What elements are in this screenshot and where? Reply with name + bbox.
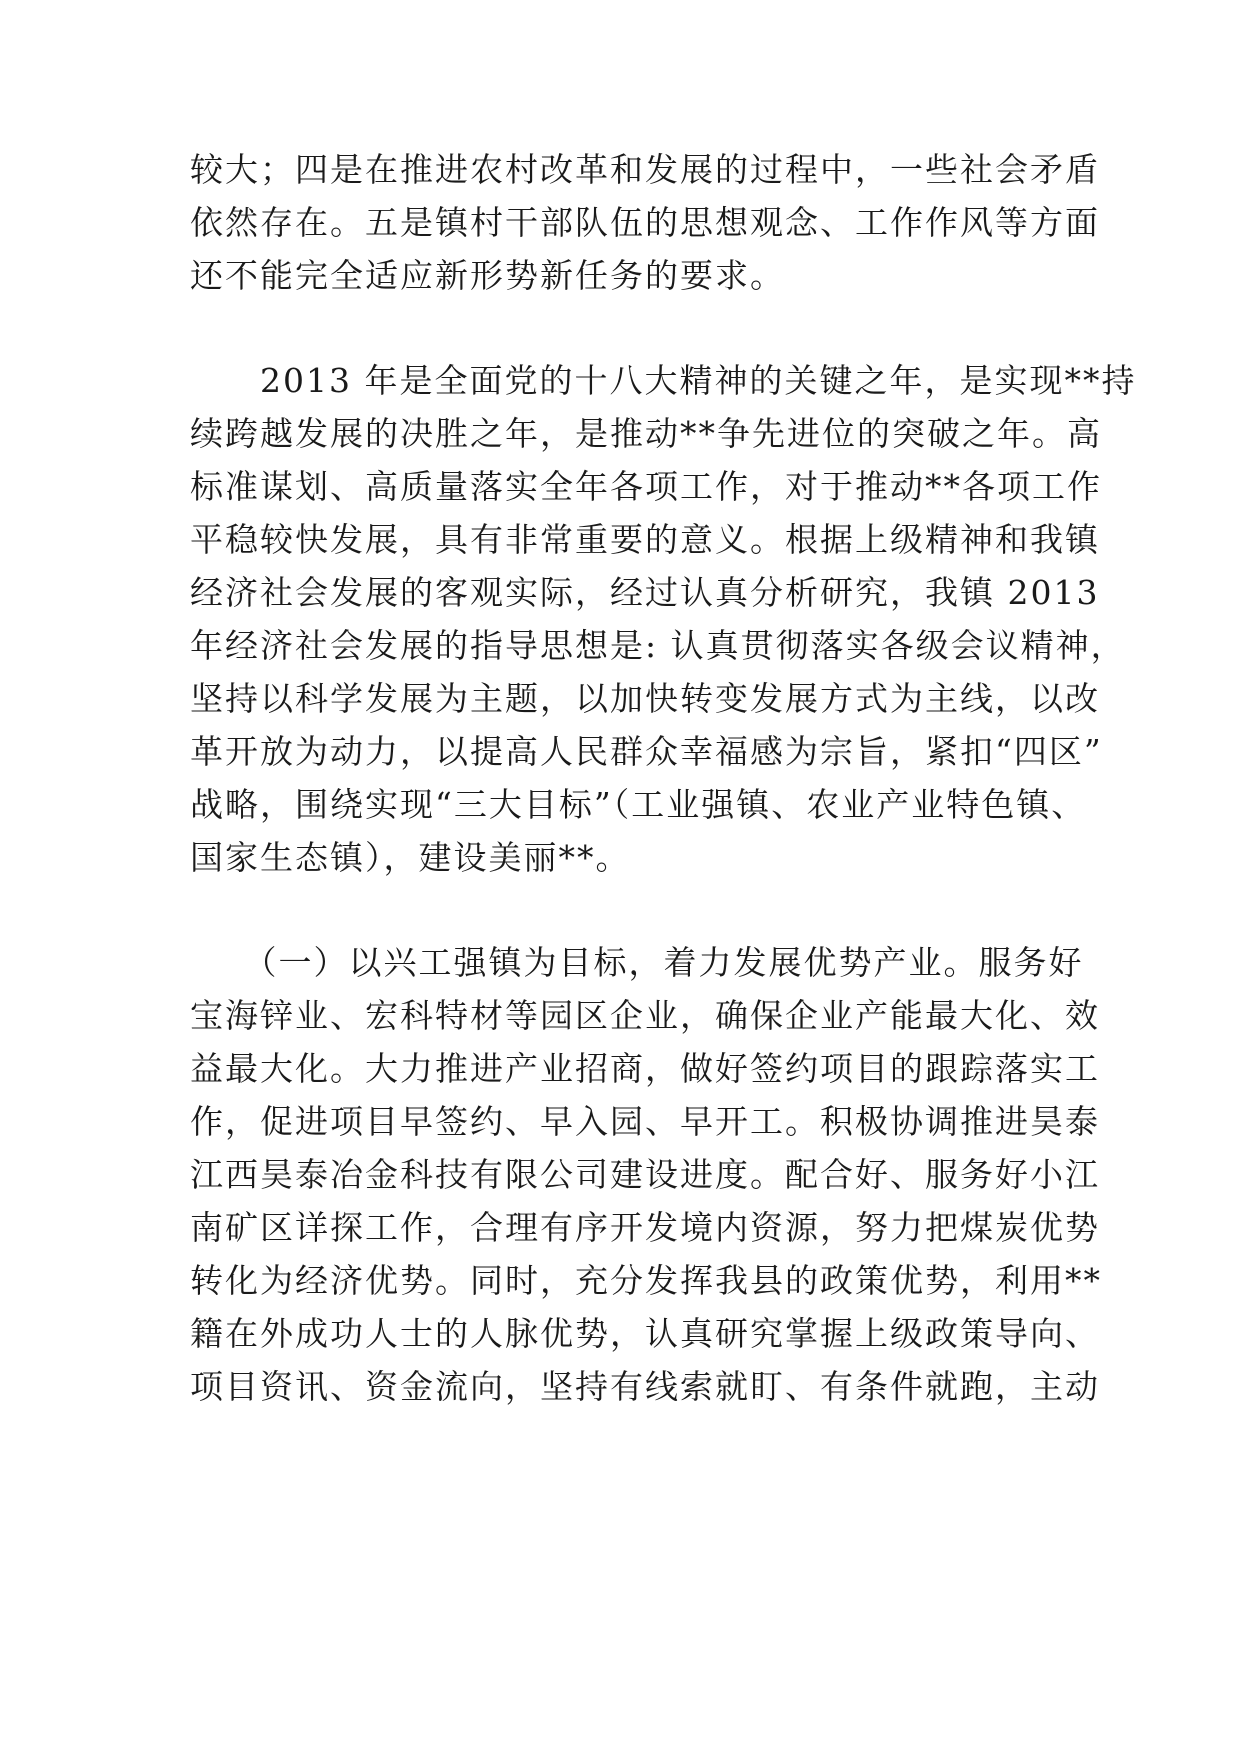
text-line: （一）以兴工强镇为目标，着力发展优势产业。服务好 (190, 943, 1084, 982)
text-line: 籍在外成功人士的人脉优势，认真研究掌握上级政策导向、 (190, 1314, 1100, 1353)
text-line: 依然存在。五是镇村干部队伍的思想观念、工作作风等方面 (190, 203, 1100, 242)
text-line: 经济社会发展的客观实际，经过认真分析研究，我镇 2013 (190, 573, 1100, 612)
text-line: 平稳较快发展，具有非常重要的意义。根据上级精神和我镇 (190, 520, 1100, 559)
text-line: 2013 年是全面党的十八大精神的关键之年，是实现**持 (190, 361, 1137, 400)
text-line: 江西昊泰冶金科技有限公司建设进度。配合好、服务好小江 (190, 1155, 1100, 1194)
text-line: 革开放为动力，以提高人民群众幸福感为宗旨，紧扣“四区” (190, 732, 1103, 771)
text-line: 益最大化。大力推进产业招商，做好签约项目的跟踪落实工 (190, 1049, 1100, 1088)
text-line: 年经济社会发展的指导思想是: 认真贯彻落实各级会议精神， (190, 626, 1126, 665)
text-line: 宝海锌业、宏科特材等园区企业，确保企业产能最大化、效 (190, 996, 1100, 1035)
text-line: 作，促进项目早签约、早入园、早开工。积极协调推进昊泰 (190, 1102, 1100, 1141)
text-line: 南矿区详探工作，合理有序开发境内资源，努力把煤炭优势 (190, 1208, 1100, 1247)
text-line: 续跨越发展的决胜之年，是推动**争先进位的突破之年。高 (190, 414, 1102, 453)
text-line: 较大；四是在推进农村改革和发展的过程中，一些社会矛盾 (190, 150, 1100, 189)
text-line: 转化为经济优势。同时，充分发挥我县的政策优势，利用** (190, 1261, 1102, 1300)
text-line: 标准谋划、高质量落实全年各项工作，对于推动**各项工作 (190, 467, 1102, 506)
text-line: 还不能完全适应新形势新任务的要求。 (190, 256, 785, 295)
text-line: 战略，围绕实现“三大目标”（工业强镇、农业产业特色镇、 (190, 785, 1087, 824)
text-line: 国家生态镇），建设美丽**。 (190, 838, 631, 877)
text-line: 项目资讯、资金流向，坚持有线索就盯、有条件就跑，主动 (190, 1367, 1100, 1406)
text-line: 坚持以科学发展为主题，以加快转变发展方式为主线，以改 (190, 679, 1100, 718)
